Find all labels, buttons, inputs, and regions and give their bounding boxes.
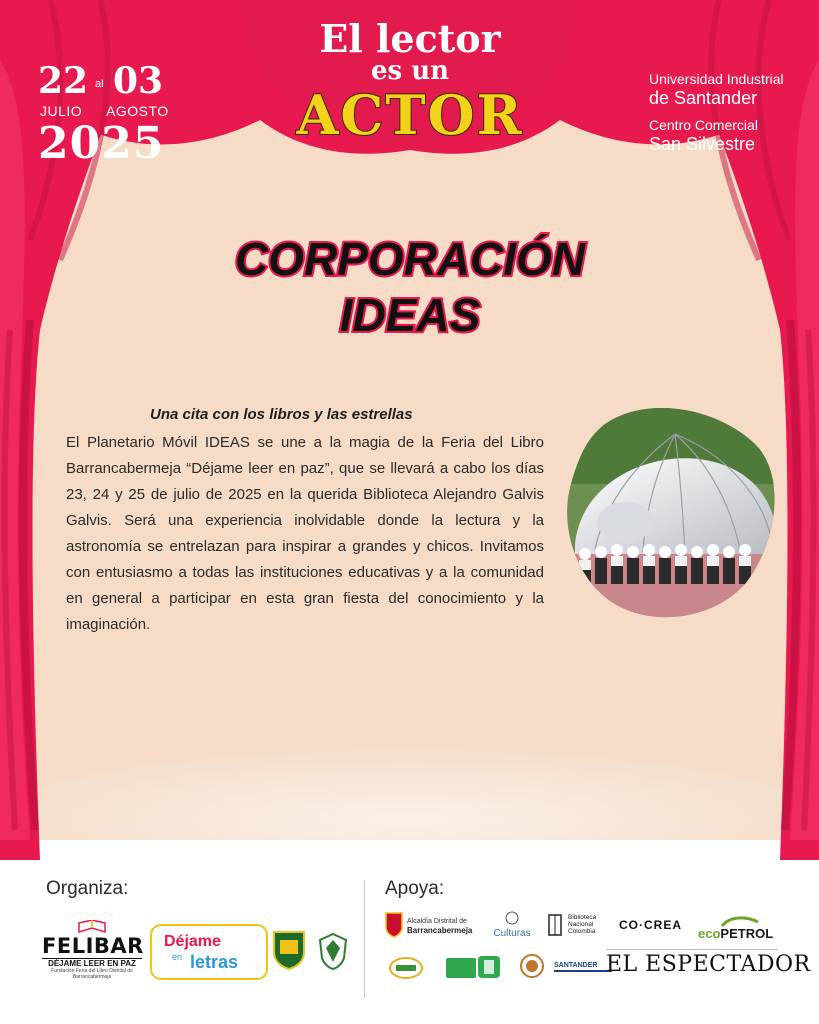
organization-name-line-1: CORPORACIÓN [234,233,586,285]
start-day: 22 [38,60,89,102]
espectador-divider [606,949,778,950]
alcaldia-line-1: Alcaldía Distrital de [407,918,467,925]
shield-icon [385,912,403,938]
title-line-2: es un [370,56,450,86]
santander-label: SANTANDER [554,962,598,969]
end-month: AGOSTO [106,103,169,119]
culturas-label: Culturas [493,928,531,939]
alcaldia-logo [385,910,485,940]
venue-1-line-2: de Santander [649,88,758,108]
felibar-tagline: DÉJAME LEER EN PAZ [42,958,142,968]
ecopetrol-part-1: eco [698,926,721,941]
felibar-name: FELIBAR [42,934,144,958]
el-espectador-logo: EL ESPECTADOR [606,952,811,977]
green-badge-logo [446,958,476,978]
culturas-logo [487,910,537,944]
shield-icon [318,932,348,970]
date-connector: al [95,78,104,90]
book-icon [77,920,107,934]
start-month: JULIO [40,103,83,119]
title-line-1: El lector [319,16,501,61]
footer [0,860,819,1024]
sanbarrancas-logo [388,956,424,980]
organization-name-line-2: IDEAS [339,289,481,341]
felibar-logo [42,920,142,986]
end-day: 03 [113,60,164,102]
biblioteca-line-1: Biblioteca [568,914,597,921]
venue-1-line-1: Universidad Industrial [649,71,784,87]
culturas-icon [504,910,520,926]
biblioteca-line-2: Nacional [568,921,594,928]
felibar-sub: Fundación Feria del Libro Distrital de Barrancabermeja [51,968,133,980]
organization-title [180,225,640,345]
year: 2025 [38,118,165,169]
biblioteca-nacional-logo [548,912,618,942]
alcaldia-line-2: Barrancabermeja [407,926,473,935]
footer-divider [364,880,365,998]
biblioteca-text [568,914,596,935]
biblioteca-line-3: Colombia [568,928,596,935]
green-square-logo [478,956,500,978]
ecopetrol-part-2: PETROL [720,926,774,941]
article-body: El Planetario Móvil IDEAS se une a la magia de la Feria del Libro Barrancabermeja “Déjame leer en paz”, que se llevará a cabo los días 23, 24 y 25 de julio de 2025 en la querida Biblioteca Alejandro Galvis Galvis. Será una experiencia inolvidable donde la lectura y la astronomía se entrelazan para inspirar a grandes y chicos. Invitamos con entusiasmo a todas las instituciones educativas y a la comunidad en general a participar en esta gran fiesta del conocimiento y la imaginación. [66,434,544,633]
dejame-line-1: Déjame [164,933,221,950]
apoya-label: Apoya: [385,878,445,899]
planetarium-photo [565,404,781,622]
venue-2-line-2: San Silvestre [649,134,756,154]
shield-icon [272,930,306,970]
article-subtitle: Una cita con los libros y las estrellas [150,406,413,423]
venue-2-line-1: Centro Comercial [649,117,758,133]
title-actor [290,80,530,144]
ecopetrol-logo [698,914,780,942]
seal-icon [520,954,544,978]
book-icon [548,914,562,936]
dejame-line-3: letras [190,952,239,972]
title-actor-text: ACTOR [296,83,524,144]
organiza-label: Organiza: [46,878,129,899]
dejame-line-2: en [172,952,183,962]
cocrea-logo: CO·CREA [619,918,682,932]
dejame-en-letras-logo [150,924,268,980]
